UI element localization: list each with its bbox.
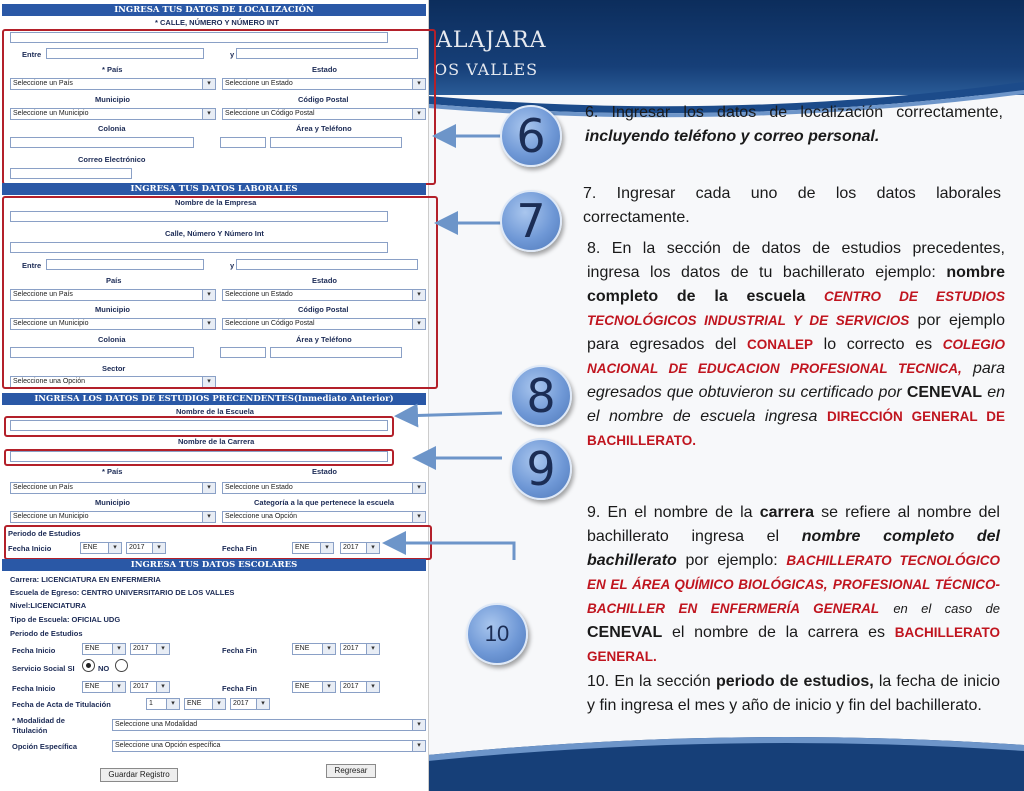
est-fecha-fin-label: Fecha Fin — [222, 544, 258, 553]
chevron-down-icon: ▾ — [366, 644, 379, 654]
banner-title-line1: ALAJARA — [436, 28, 547, 53]
est-inicio-anio-select[interactable]: 2017 ▾ — [126, 542, 166, 554]
est-fin-anio-select[interactable]: 2017 ▾ — [340, 542, 380, 554]
step-6-badge: 6 — [500, 105, 562, 167]
chevron-down-icon: ▾ — [152, 543, 165, 553]
connector-arrows — [380, 100, 520, 560]
chevron-down-icon: ▾ — [412, 483, 425, 493]
est-municipio-select[interactable]: Seleccione un Municipio ▾ — [10, 511, 216, 523]
highlight-escuela — [4, 416, 394, 437]
chevron-down-icon: ▾ — [412, 720, 425, 730]
lab-area-label: Área y Teléfono — [296, 335, 352, 344]
lab-municipio-label: Municipio — [95, 305, 130, 314]
categoria-label: Categoría a la que pertenece la escuela — [254, 498, 395, 507]
esc-escuela: Escuela de Egreso: CENTRO UNIVERSITARIO DE LOS VALLES — [10, 588, 235, 597]
est-inicio-mes-select[interactable]: ENE ▾ — [80, 542, 122, 554]
guardar-registro-button[interactable]: Guardar Registro — [100, 768, 178, 782]
instruction-6: 6. Ingresar los datos de localización correctamente, incluyendo teléfono y correo personal. — [585, 104, 1003, 145]
chevron-down-icon: ▾ — [366, 543, 379, 553]
lab-y-label: y — [230, 261, 235, 270]
step-8-badge: 8 — [510, 365, 572, 427]
chevron-down-icon: ▾ — [112, 644, 125, 654]
lab-calle-label: Calle, Número Y Número Int — [165, 229, 264, 238]
chevron-down-icon: ▾ — [202, 109, 215, 119]
chevron-down-icon: ▾ — [412, 319, 425, 329]
esc-fecha-inicio2-label: Fecha Inicio — [12, 684, 56, 693]
est-estado-select[interactable]: Seleccione un Estado ▾ — [222, 482, 426, 494]
servicio-social-label: Servicio Social SI — [12, 664, 75, 673]
arrow-8 — [400, 413, 502, 416]
lab-estado-label: Estado — [312, 276, 338, 285]
highlight-carrera — [4, 449, 394, 466]
chevron-down-icon: ▾ — [202, 79, 215, 89]
lab-municipio-select[interactable]: Seleccione un Municipio ▾ — [10, 318, 216, 330]
cp-label: Código Postal — [298, 95, 349, 104]
esc-nivel: Nivel:LICENCIATURA — [10, 601, 87, 610]
lab-entre-label: Entre — [22, 261, 42, 270]
section-header-laborales: INGRESA TUS DATOS LABORALES — [2, 183, 426, 195]
acta-label: Fecha de Acta de Titulación — [12, 700, 111, 709]
pais-label: * País — [102, 65, 123, 74]
est-pais-label: * País — [102, 467, 123, 476]
highlight-laborales — [2, 196, 438, 389]
chevron-down-icon: ▾ — [112, 682, 125, 692]
entre-label: Entre — [22, 50, 42, 59]
highlight-periodo — [4, 525, 432, 560]
esc-fin2-mes-select[interactable]: ENE ▾ — [292, 681, 336, 693]
esc-fin-anio-select[interactable]: 2017 ▾ — [340, 643, 380, 655]
esc-fecha-fin2-label: Fecha Fin — [222, 684, 258, 693]
escuela-label: Nombre de la Escuela — [176, 407, 254, 416]
section-header-localizacion: INGRESA TUS DATOS DE LOCALIZACIÓN — [2, 4, 426, 16]
chevron-down-icon: ▾ — [156, 682, 169, 692]
instruction-10: 10. En la sección periodo de estudios, la fecha de inicio y fin ingresa el mes y año de inicio y fin del bachillerato. — [587, 673, 1000, 714]
opcion-select[interactable]: Seleccione una Opción específica ▾ — [112, 740, 426, 752]
area-label: Área y Teléfono — [296, 124, 352, 133]
est-fecha-inicio-label: Fecha Inicio — [8, 544, 52, 553]
chevron-down-icon: ▾ — [202, 377, 215, 387]
servicio-si-radio[interactable] — [82, 659, 95, 672]
acta-mes-select[interactable]: ENE ▾ — [184, 698, 226, 710]
servicio-no-radio[interactable] — [115, 659, 128, 672]
est-pais-select[interactable]: Seleccione un País ▾ — [10, 482, 216, 494]
step-10-badge: 10 — [466, 603, 528, 665]
esc-fin2-anio-select[interactable]: 2017 ▾ — [340, 681, 380, 693]
estado-select[interactable]: Seleccione un Estado ▾ — [222, 78, 426, 90]
chevron-down-icon: ▾ — [412, 290, 425, 300]
modalidad-select[interactable]: Seleccione una Modalidad ▾ — [112, 719, 426, 731]
banner-title-line2: OS VALLES — [434, 60, 539, 79]
lab-cp-label: Código Postal — [298, 305, 349, 314]
esc-fecha-inicio-label: Fecha Inicio — [12, 646, 56, 655]
section-header-estudios: INGRESA LOS DATOS DE ESTUDIOS PRECENDENTES(Inmediato Anterior) — [2, 393, 426, 405]
registration-form — [0, 0, 429, 791]
sector-select[interactable]: Seleccione una Opción ▾ — [10, 376, 216, 388]
correo-label: Correo Electrónico — [78, 155, 146, 164]
chevron-down-icon: ▾ — [212, 699, 225, 709]
esc-inicio-mes-select[interactable]: ENE ▾ — [82, 643, 126, 655]
chevron-down-icon: ▾ — [322, 644, 335, 654]
esc-carrera: Carrera: LICENCIATURA EN ENFERMERIA — [10, 575, 161, 584]
instruction-9: 9. En el nombre de la carrera se refiere al nombre del bachillerato ingresa el nombre completo del bachillerato por ejemplo: BACHILLERATO TECNOLÓGICO EN EL ÁREA QUÍMICO BIOLÓGICAS, PROFESIONAL TÉCNICO-BACHILLER EN ENFERMERÍA GENERAL en el caso de CENEVAL el nombre de la carrera es BACHILLERATO GENERAL. — [587, 504, 1001, 664]
municipio-select[interactable]: Seleccione un Municipio ▾ — [10, 108, 216, 120]
municipio-label: Municipio — [95, 95, 130, 104]
chevron-down-icon: ▾ — [108, 543, 121, 553]
esc-tipo: Tipo de Escuela: OFICIAL UDG — [10, 615, 121, 624]
chevron-down-icon: ▾ — [322, 682, 335, 692]
esc-inicio-anio-select[interactable]: 2017 ▾ — [130, 643, 170, 655]
instruction-8: 8. En la sección de datos de estudios precedentes, ingresa los datos de tu bachillerato ejemplo: nombre completo de la escuela CENTRO DE ESTUDIOS TECNOLÓGICOS INDUSTRIAL Y DE SERVICIOS por ejemplo para egresados del CONALEP lo correcto es COLEGIO NACIONAL DE EDUCACION PROFESIONAL TECNICA, para egresados que obtuvieron su certificado por CENEVAL en el nombre de escuela ingresa DIRECCIÓN GENERAL DE BACHILLERATO. — [587, 240, 1006, 448]
colonia-label: Colonia — [98, 124, 126, 133]
est-periodo-label: Periodo de Estudios — [8, 529, 81, 538]
calle-label: * CALLE, NÚMERO Y NÚMERO INT — [155, 18, 279, 27]
est-estado-label: Estado — [312, 467, 338, 476]
esc-inicio2-mes-select[interactable]: ENE ▾ — [82, 681, 126, 693]
chevron-down-icon: ▾ — [256, 699, 269, 709]
chevron-down-icon: ▾ — [202, 483, 215, 493]
est-municipio-label: Municipio — [95, 498, 130, 507]
estado-label: Estado — [312, 65, 338, 74]
esc-inicio2-anio-select[interactable]: 2017 ▾ — [130, 681, 170, 693]
modalidad-label: * Modalidad de Titulación — [12, 716, 65, 735]
regresar-button[interactable]: Regresar — [326, 764, 376, 778]
chevron-down-icon: ▾ — [412, 79, 425, 89]
chevron-down-icon: ▾ — [202, 512, 215, 522]
categoria-select[interactable]: Seleccione una Opción ▾ — [222, 511, 426, 523]
carrera-label: Nombre de la Carrera — [178, 437, 255, 446]
section-header-escolares: INGRESA TUS DATOS ESCOLARES — [2, 559, 426, 571]
servicio-no-label: NO — [98, 664, 110, 673]
chevron-down-icon: ▾ — [412, 741, 425, 751]
esc-fin-mes-select[interactable]: ENE ▾ — [292, 643, 336, 655]
acta-anio-select[interactable]: 2017 ▾ — [230, 698, 270, 710]
pais-select[interactable]: Seleccione un País ▾ — [10, 78, 216, 90]
opcion-label: Opción Específica — [12, 742, 78, 751]
instruction-7: 7. Ingresar cada uno de los datos laborales correctamente. — [583, 185, 1001, 226]
step-7-badge: 7 — [500, 190, 562, 252]
sector-label: Sector — [102, 364, 126, 373]
cp-select[interactable]: Seleccione un Código Postal ▾ — [222, 108, 426, 120]
lab-colonia-label: Colonia — [98, 335, 126, 344]
acta-dia-select[interactable]: 1 ▾ — [146, 698, 180, 710]
lab-pais-select[interactable]: Seleccione un País ▾ — [10, 289, 216, 301]
chevron-down-icon: ▾ — [202, 290, 215, 300]
empresa-label: Nombre de la Empresa — [175, 198, 257, 207]
step-9-badge: 9 — [510, 438, 572, 500]
chevron-down-icon: ▾ — [320, 543, 333, 553]
chevron-down-icon: ▾ — [366, 682, 379, 692]
lab-pais-label: País — [106, 276, 122, 285]
arrow-10 — [388, 543, 514, 560]
header-banner — [428, 0, 1024, 95]
chevron-down-icon: ▾ — [166, 699, 179, 709]
lab-cp-select[interactable]: Seleccione un Código Postal ▾ — [222, 318, 426, 330]
highlight-localizacion — [2, 29, 436, 185]
chevron-down-icon: ▾ — [412, 512, 425, 522]
y-label: y — [230, 50, 235, 59]
esc-periodo: Periodo de Estudios — [10, 629, 83, 638]
chevron-down-icon: ▾ — [202, 319, 215, 329]
chevron-down-icon: ▾ — [156, 644, 169, 654]
esc-fecha-fin-label: Fecha Fin — [222, 646, 258, 655]
lab-estado-select[interactable]: Seleccione un Estado ▾ — [222, 289, 426, 301]
footer-banner — [428, 715, 1024, 791]
est-fin-mes-select[interactable]: ENE ▾ — [292, 542, 334, 554]
chevron-down-icon: ▾ — [412, 109, 425, 119]
